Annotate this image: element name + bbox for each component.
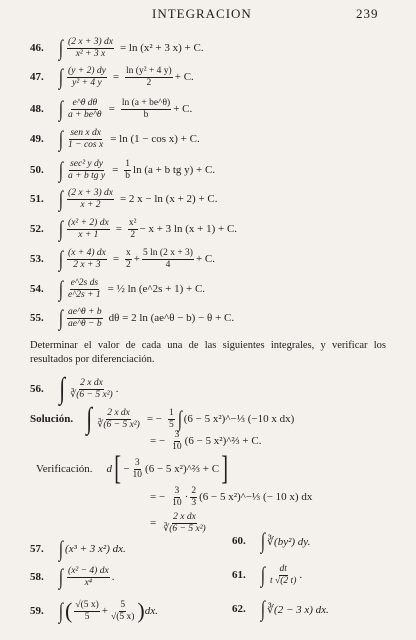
exercise-expr: ∛(2 − 3 x) dx. (267, 603, 329, 616)
coef-fraction: $\frac{1}{5}$ (168, 408, 174, 430)
problem-52 (30, 214, 237, 244)
integral-sign-icon: ∫ (59, 372, 65, 405)
result-tail: ln (a + b tg y) + C. (133, 164, 216, 176)
integrand-fraction: $\frac{\text{2 x dx}}{\text{∛(6 − 5 x²)}}$ (97, 408, 140, 430)
exercise-expr: (x³ + 3 x²) dx. (65, 543, 126, 555)
problem-number: 46. (30, 42, 44, 54)
problem-46 (30, 33, 208, 63)
coef-fraction: $\frac{3}{10}$ (132, 458, 143, 480)
integral-sign-icon: ∫ (58, 246, 64, 271)
exercise-61 (232, 558, 302, 592)
problem-53 (30, 244, 215, 274)
result-fraction: $\frac{\ln (a + be\^{}\theta)}{b}$ (121, 98, 171, 120)
verification-label: Verificación. (36, 463, 93, 475)
exercise-number: 57. (30, 543, 44, 555)
coef-fraction-2: 2 3 (191, 486, 197, 508)
problem-number: 48. (30, 103, 44, 115)
equals-minus: = − (146, 413, 162, 425)
problem-number: 54. (30, 283, 44, 295)
period: . (115, 383, 119, 395)
integrand-fraction: $\frac{(2 x + 3) dx}{\text{x² + 3 x}}$ (68, 37, 113, 59)
equals-sign: = (108, 103, 115, 115)
page-number: 239 (356, 6, 379, 21)
integrand-fraction: $\frac{\text{e\textasciicircum{}θ dθ}}{a + be\^{}\theta}$ (68, 98, 102, 120)
result-fraction: $\frac{\text{2 x dx}}{\text{∛(6 − 5 x²)}}$ (163, 512, 206, 534)
integral-sign-icon: ∫ (58, 126, 64, 151)
problem-54 (30, 274, 209, 304)
minus-sign: − (123, 463, 130, 475)
integral-sign-icon: ∫ (260, 596, 266, 621)
integral-sign-icon: ∫ (260, 562, 266, 587)
problem-number: 55. (30, 312, 44, 324)
exercise-number: 61. (232, 569, 246, 581)
integral-sign-icon: ∫ (58, 186, 64, 211)
integral-sign-icon: ∫ (177, 406, 182, 431)
equals-minus: = − (150, 491, 166, 503)
integrand-fraction: (x² − 4) dx x⁴ (68, 566, 109, 588)
result: = 2 x − ln (x + 2) + C. (119, 193, 218, 205)
verification-expr: (6 − 5 x²)^−⅓ (− 10 x) dx (199, 491, 313, 503)
solution-integrand: (6 − 5 x²)^−⅓ (−10 x dx) (183, 413, 295, 425)
equals-sign: = (112, 253, 120, 265)
integrand-fraction: dt t √(2 t) (270, 564, 297, 586)
differential-d: d (106, 463, 112, 475)
problem-56 (30, 372, 118, 406)
integral-sign-icon: ∫ (58, 276, 64, 301)
integrand-fraction: $\frac{\text{e\textasciicircum{}2s ds}}{e\^{}2s + 1}$ (68, 278, 101, 300)
problem-51 (30, 184, 222, 214)
result-tail: + C. (174, 71, 194, 83)
plus-sign: + (133, 253, 141, 265)
exercise-number: 62. (232, 603, 246, 615)
integral-sign-icon: ∫ (58, 64, 64, 89)
equals-sign: = (115, 223, 122, 235)
term-fraction-2: $\frac{5}{√(5 x)}$ (111, 600, 135, 622)
exercise-59 (30, 594, 158, 628)
integrand-fraction: $\frac{\text{(x² + 2) dx}}{x + 1}$ (68, 218, 109, 240)
integral-sign-icon: ∫ (58, 536, 64, 561)
result-tail: + C. (173, 103, 193, 115)
problem-number: 51. (30, 193, 44, 205)
result: = ln (x² + 3 x) + C. (119, 42, 204, 54)
problem-number: 53. (30, 253, 44, 265)
exercise-number: 59. (30, 605, 44, 617)
result-fraction: $\frac{1}{b}$ (125, 159, 131, 181)
result-fraction: $\frac{\text{ln (y² + 4 y)}}{2}$ (126, 66, 172, 88)
integral-sign-icon: ∫ (58, 598, 64, 623)
result: = ½ ln (e^2s + 1) + C. (107, 283, 206, 295)
verification-line-3 (146, 508, 209, 538)
solution-label: Solución. (30, 413, 74, 425)
right-paren: ) (137, 598, 145, 623)
exercise-number: 58. (30, 571, 44, 583)
problem-49 (30, 124, 204, 154)
integral-sign-icon: ∫ (58, 35, 64, 60)
integrand-fraction: sec² y dy a + b tg y (68, 159, 106, 181)
integral-sign-icon: ∫ (260, 528, 266, 553)
period: . (111, 571, 115, 583)
term-fraction-1: √(5 x) 5 (75, 600, 99, 622)
equals-sign: = (112, 164, 119, 176)
integrand-fraction: sen x dx 1 − cos x (68, 128, 104, 150)
verification-line-1 (36, 452, 230, 486)
multiply-dot: · (184, 491, 189, 503)
integrand-fraction: ae^θ + b ae^θ − b (68, 307, 102, 329)
integrand-fraction: $\frac{(x + 4) dx}{2 x + 3}$ (68, 248, 106, 270)
problem-number: 49. (30, 133, 44, 145)
bracket-content: (6 − 5 x²)^⅔ + C (145, 463, 220, 475)
integrand-fraction: $\frac{(2 x + 3) dx}{x + 2}$ (68, 188, 113, 210)
left-bracket: [ (114, 450, 122, 487)
integral-sign-icon: ∫ (86, 402, 93, 435)
exercise-58 (30, 560, 114, 594)
result-tail: + C. (195, 253, 216, 265)
solution-result: (6 − 5 x²)^⅔ + C. (184, 435, 262, 447)
problem-number: 52. (30, 223, 44, 235)
result: = ln (1 − cos x) + C. (110, 133, 200, 145)
chapter-title: INTEGRACION (152, 6, 252, 21)
problem-55 (30, 303, 238, 333)
equals-minus: = − (150, 435, 166, 447)
result: dθ = 2 ln (ae^θ − b) − θ + C. (108, 312, 235, 324)
result-fraction: $\frac{x}{2}$ (126, 248, 131, 270)
integral-sign-icon: ∫ (58, 216, 64, 241)
problem-47 (30, 62, 194, 92)
integral-sign-icon: ∫ (58, 564, 64, 589)
left-paren: ( (65, 598, 73, 623)
exercise-expr: ∛(by²) dy. (267, 535, 311, 548)
exercise-62 (232, 594, 329, 624)
integrand-fraction: 2 x dx ∛(6 − 5 x²) (70, 378, 113, 400)
integral-sign-icon: ∫ (58, 96, 64, 121)
coef-fraction: $\frac{3}{10}$ (172, 430, 182, 452)
problem-number: 50. (30, 164, 44, 176)
result-tail: − x + 3 ln (x + 1) + C. (139, 223, 238, 235)
equals-sign: = (112, 71, 120, 83)
right-bracket: ] (221, 450, 229, 487)
integral-sign-icon: ∫ (58, 157, 64, 182)
integrand-fraction: $\frac{(y + 2) dy}{\text{y² + 4 y}}$ (68, 66, 106, 88)
problem-number: 56. (30, 383, 44, 395)
coef-fraction-1: $\frac{3}{10}$ (172, 486, 182, 508)
result-fraction-2: $\frac{5 \ln (2 x + 3)}{4}$ (143, 248, 193, 270)
problem-50 (30, 155, 215, 185)
period: . (299, 569, 303, 581)
problem-number: 47. (30, 71, 44, 83)
integral-sign-icon: ∫ (58, 305, 64, 330)
equals-sign: = (150, 517, 157, 529)
plus-sign: + (101, 605, 108, 617)
result-fraction: $\frac{\text{x²}}{2}$ (128, 218, 137, 240)
exercise-60 (232, 526, 310, 556)
instruction-paragraph: Determinar el valor de cada una de las siguientes integrales, y verificar los resultados por diferenciación. (30, 340, 386, 365)
exercise-expr: dx. (144, 605, 158, 617)
problem-48 (30, 94, 192, 124)
exercise-number: 60. (232, 535, 246, 547)
